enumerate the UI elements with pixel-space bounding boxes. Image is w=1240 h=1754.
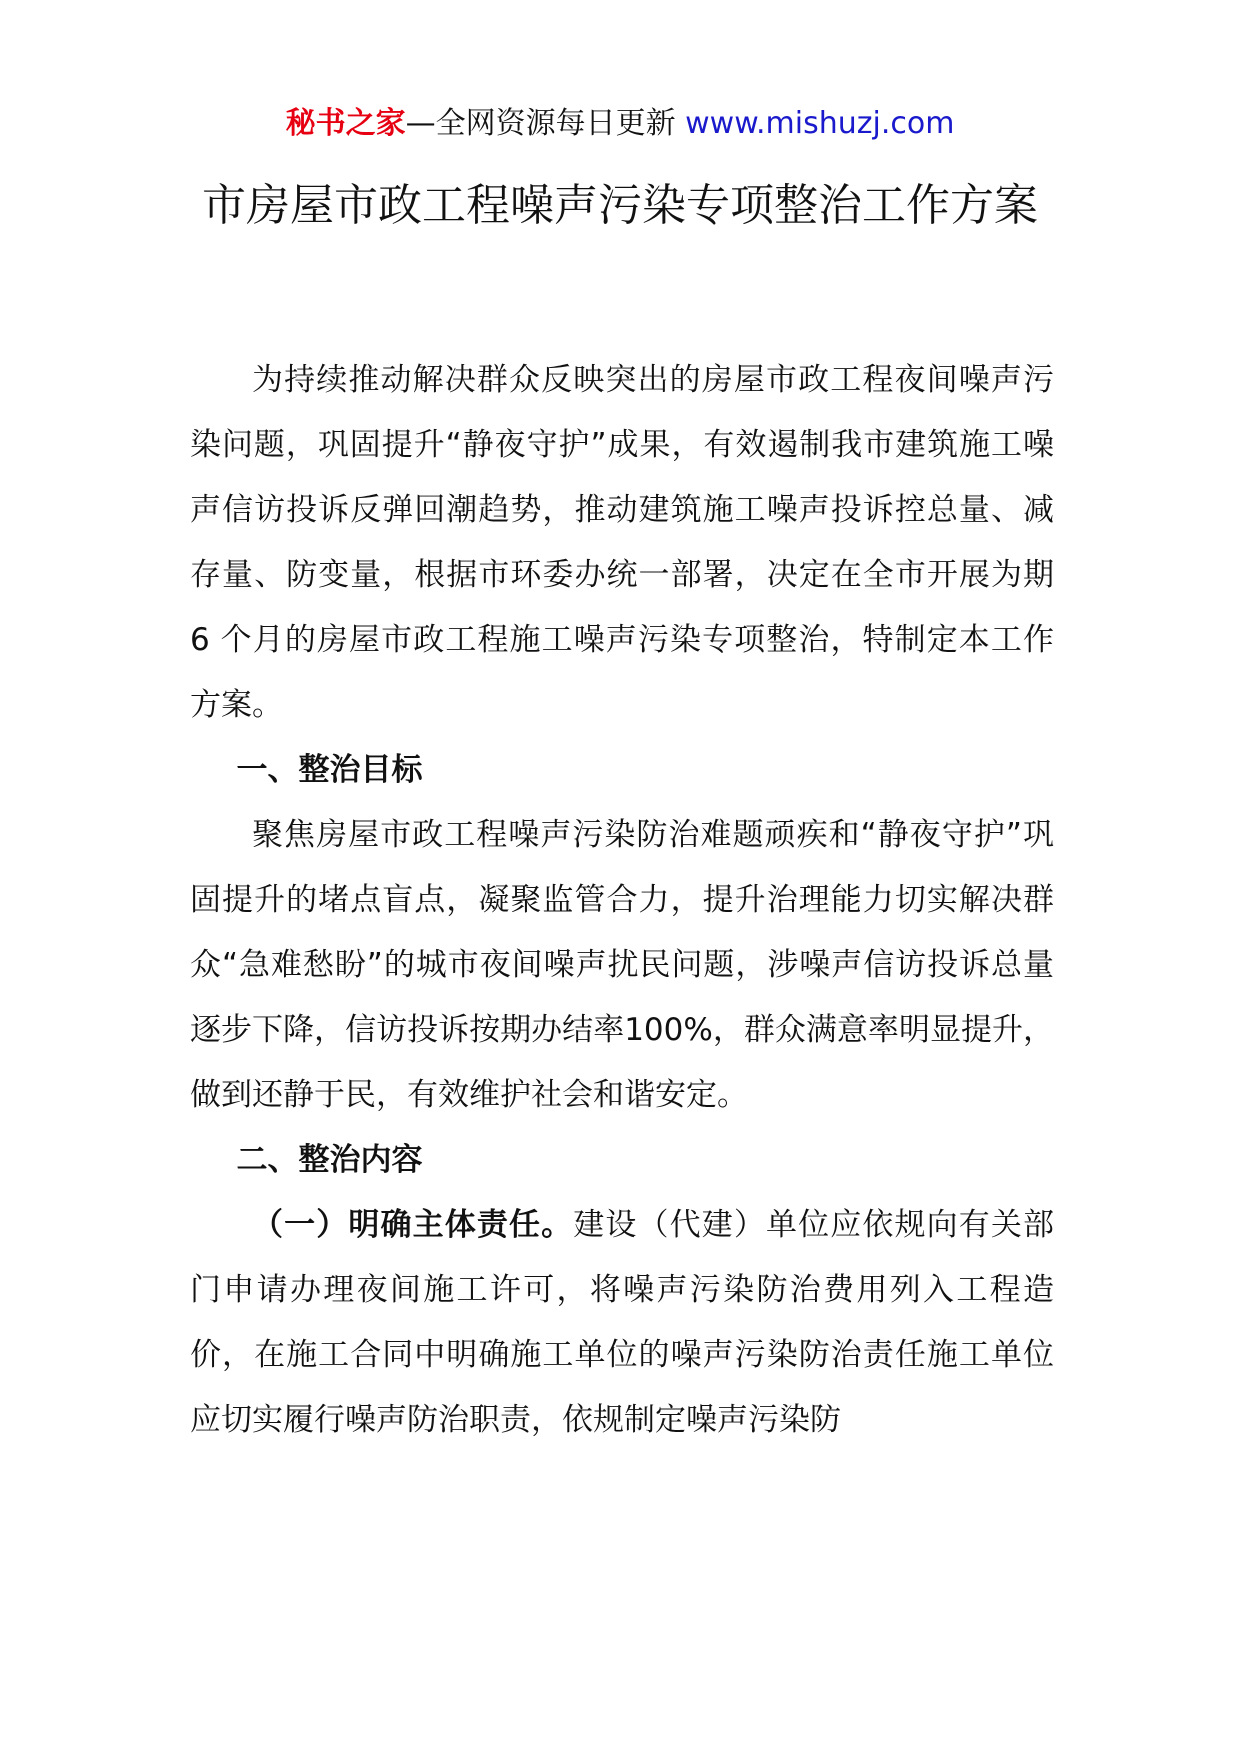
document-body bbox=[190, 348, 1054, 1453]
goals-paragraph: 聚焦房屋市政工程噪声污染防治难题顽疾和“静夜守护”巩固提升的堵点盲点，凝聚监管合力，提升治理能力切实解决群众“急难愁盼”的城市夜间噪声扰民问题，涉噪声信访投诉总量逐步下降，信访投诉按期办结率100%，群众满意率明显提升，做到还静于民，有效维护社会和谐安定。 bbox=[190, 817, 1054, 1113]
site-header bbox=[0, 104, 1240, 144]
site-brand: 秘书之家 bbox=[285, 106, 406, 141]
responsibility-lead: （一）明确主体责任。 bbox=[252, 1207, 574, 1243]
section-heading-goals: 一、整治目标 bbox=[236, 752, 423, 788]
site-url-link[interactable]: www.mishuzj.com bbox=[685, 106, 955, 141]
responsibility-paragraph bbox=[190, 1193, 1054, 1453]
intro-paragraph: 为持续推动解决群众反映突出的房屋市政工程夜间噪声污染问题，巩固提升“静夜守护”成果，有效遏制我市建筑施工噪声信访投诉反弹回潮趋势，推动建筑施工噪声投诉控总量、减存量、防变量，根据市环委办统一部署，决定在全市开展为期 6 个月的房屋市政工程施工噪声污染专项整治，特制定本工作方案。 bbox=[190, 362, 1054, 723]
site-tagline: —全网资源每日更新 bbox=[405, 106, 686, 141]
responsibility-text: 建设（代建）单位应依规向有关部门申请办理夜间施工许可，将噪声污染防治费用列入工程造价，在施工合同中明确施工单位的噪声污染防治责任施工单位应切实履行噪声防治职责，依规制定噪声污染防 bbox=[190, 1207, 1054, 1438]
section-heading-content: 二、整治内容 bbox=[236, 1142, 423, 1178]
document-title: 市房屋市政工程噪声污染专项整治工作方案 bbox=[202, 180, 1038, 231]
